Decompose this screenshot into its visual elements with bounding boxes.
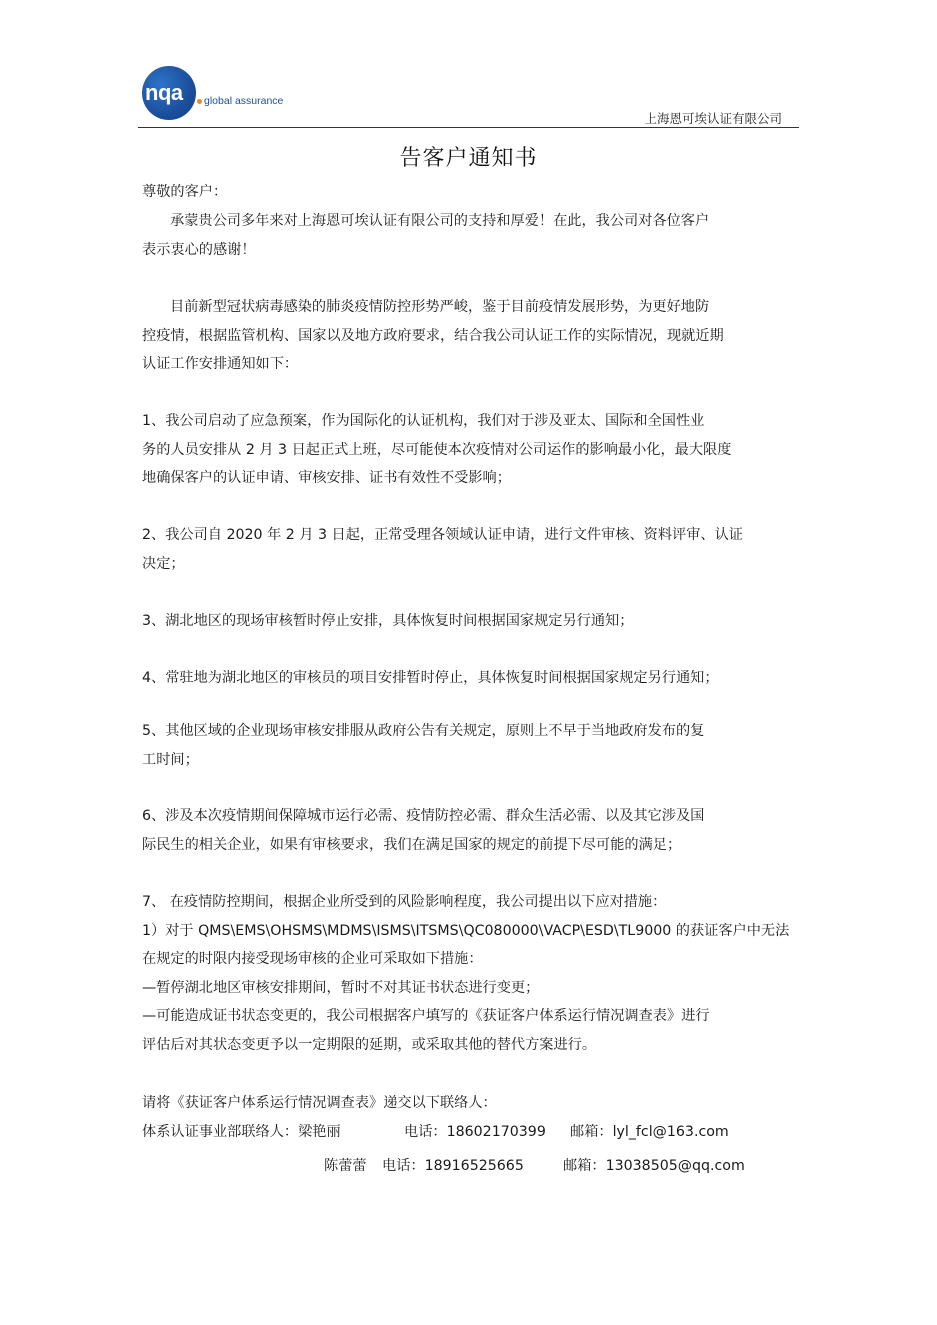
- item-line: 际民生的相关企业，如果有审核要求，我们在满足国家的规定的前提下尽可能的满足；: [142, 836, 682, 853]
- contact-name: 梁艳丽: [298, 1124, 341, 1140]
- item-line: 2、我公司自 2020 年 2 月 3 日起，正常受理各领域认证申请，进行文件审核、资料评审、认证: [142, 527, 743, 543]
- item-line: 7、 在疫情防控期间，根据企业所受到的风险影响程度，我公司提出以下应对措施：: [142, 894, 667, 910]
- contact-phone: 电话：18916525665: [382, 1158, 524, 1174]
- notice-item-4: [142, 664, 798, 693]
- company-logo: [142, 66, 292, 122]
- notice-item-7: [142, 888, 798, 1059]
- notice-item-6: [142, 802, 798, 859]
- notice-item-2: [142, 521, 798, 578]
- contact-row-1: [142, 1118, 802, 1147]
- notice-item-1: [142, 407, 798, 493]
- salutation: 尊敬的客户：: [142, 184, 228, 200]
- intro-line: 承蒙贵公司多年来对上海恩可埃认证有限公司的支持和厚爱！在此，我公司对各位客户: [170, 213, 710, 229]
- background-line: 认证工作安排通知如下：: [142, 356, 299, 372]
- item-line: 务的人员安排从 2 月 3 日起正式上班，尽可能使本次疫情对公司运作的影响最小化，最大限度: [142, 441, 732, 458]
- contacts-intro: 请将《获证客户体系运行情况调查表》递交以下联络人：: [142, 1095, 497, 1111]
- background-paragraph: [142, 293, 798, 379]
- item-line: 评估后对其状态变更予以一定期限的延期，或采取其他的替代方案进行。: [142, 1036, 597, 1053]
- contact-email: 邮箱：13038505@qq.com: [563, 1158, 745, 1174]
- contact-name: 陈蕾蕾: [324, 1158, 367, 1174]
- logo-dot-icon: [197, 99, 202, 104]
- logo-brand: nqa: [145, 80, 183, 105]
- item-line: 3、湖北地区的现场审核暂时停止安排，具体恢复时间根据国家规定另行通知；: [142, 613, 634, 629]
- item-line: —暂停湖北地区审核安排期间，暂时不对其证书状态进行变更；: [142, 979, 540, 996]
- contact-phone: 电话：18602170399: [404, 1124, 546, 1140]
- contact-email: 邮箱：lyl_fcl@163.com: [570, 1124, 729, 1140]
- dept-contact-label: 体系认证事业部联络人：: [142, 1124, 299, 1140]
- item-line: 在规定的时限内接受现场审核的企业可采取如下措施：: [142, 951, 483, 967]
- item-line: 地确保客户的认证申请、审核安排、证书有效性不受影响；: [142, 470, 511, 486]
- item-line: 工时间；: [142, 751, 199, 768]
- background-line: 控疫情，根据监管机构、国家以及地方政府要求，结合我公司认证工作的实际情况，现就近期: [142, 327, 724, 344]
- intro-line: 表示衷心的感谢！: [142, 241, 256, 258]
- document-title: 告客户通知书: [399, 146, 538, 171]
- intro-paragraph: [142, 207, 798, 264]
- item-line: —可能造成证书状态变更的，我公司根据客户填写的《获证客户体系运行情况调查表》进行: [142, 1008, 710, 1024]
- notice-item-5: [142, 717, 798, 774]
- notice-item-3: [142, 607, 798, 636]
- header-divider: [138, 127, 799, 128]
- item-line: 1）对于 QMS\EMS\OHSMS\MDMS\ISMS\ITSMS\QC080000\VACP\ESD\TL9000 的获证客户中无法: [142, 922, 790, 939]
- item-line: 6、涉及本次疫情期间保障城市运行必需、疫情防控必需、群众生活必需、以及其它涉及国: [142, 808, 705, 824]
- item-line: 决定；: [142, 555, 185, 572]
- background-line: 目前新型冠状病毒感染的肺炎疫情防控形势严峻，鉴于目前疫情发展形势，为更好地防: [170, 299, 710, 315]
- item-line: 5、其他区域的企业现场审核安排服从政府公告有关规定，原则上不早于当地政府发布的复: [142, 723, 705, 739]
- logo-tagline: global assurance: [204, 95, 284, 107]
- company-name-header: 上海恩可埃认证有限公司: [644, 111, 782, 126]
- item-line: 4、常驻地为湖北地区的审核员的项目安排暂时停止，具体恢复时间根据国家规定另行通知；: [142, 670, 719, 686]
- item-line: 1、我公司启动了应急预案，作为国际化的认证机构，我们对于涉及亚太、国际和全国性业: [142, 413, 705, 429]
